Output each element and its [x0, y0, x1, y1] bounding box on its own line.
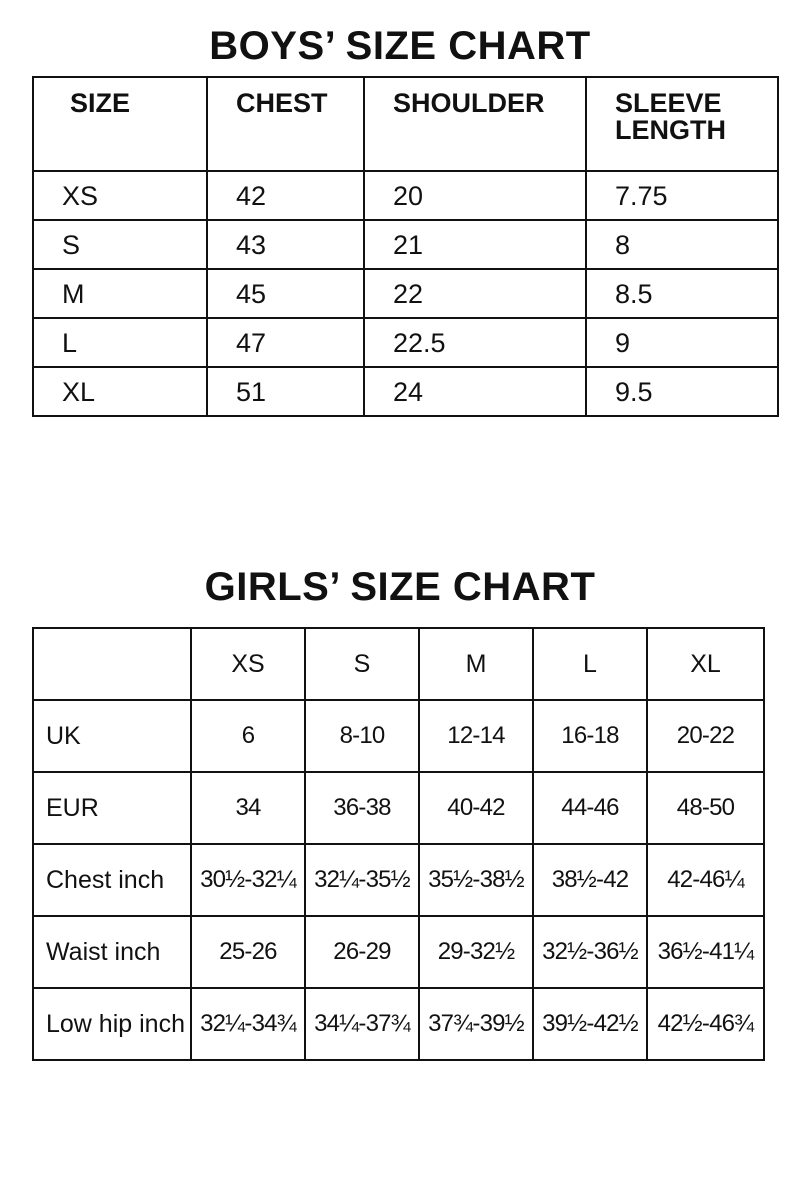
size-cell: S [33, 220, 207, 269]
header-chest: CHEST [207, 77, 364, 171]
table-cell: 36½-41¼ [647, 916, 764, 988]
size-header-xs: XS [191, 628, 305, 700]
chest-cell: 43 [207, 220, 364, 269]
girls-size-chart-title: GIRLS’ SIZE CHART [204, 565, 596, 609]
header-sleeve-length [586, 77, 778, 171]
sleeve-length-cell: 7.75 [586, 171, 778, 220]
table-cell: 30½-32¼ [191, 844, 305, 916]
table-cell: 34 [191, 772, 305, 844]
shoulder-cell: 24 [364, 367, 586, 416]
table-cell: 40-42 [419, 772, 533, 844]
table-cell: 16-18 [533, 700, 647, 772]
shoulder-cell: 21 [364, 220, 586, 269]
size-header-l: L [533, 628, 647, 700]
table-row [33, 916, 764, 988]
corner-cell [33, 628, 191, 700]
shoulder-cell: 22 [364, 269, 586, 318]
table-cell: 48-50 [647, 772, 764, 844]
chest-cell: 47 [207, 318, 364, 367]
sleeve-length-cell: 8 [586, 220, 778, 269]
table-cell: 32½-36½ [533, 916, 647, 988]
table-row [33, 772, 764, 844]
chest-cell: 51 [207, 367, 364, 416]
table-row [33, 844, 764, 916]
table-cell: 34¼-37¾ [305, 988, 419, 1060]
row-label: Chest inch [33, 844, 191, 916]
table-row [33, 988, 764, 1060]
table-cell: 8-10 [305, 700, 419, 772]
size-header-m: M [419, 628, 533, 700]
shoulder-cell: 22.5 [364, 318, 586, 367]
table-row [33, 171, 778, 220]
header-sleeve-line1: SLEEVE [615, 88, 722, 118]
boys-size-table [32, 76, 779, 417]
row-label: Waist inch [33, 916, 191, 988]
header-size: SIZE [33, 77, 207, 171]
size-header-s: S [305, 628, 419, 700]
header-sleeve-line2: LENGTH [615, 115, 726, 145]
table-header-row [33, 77, 778, 171]
sleeve-length-cell: 9.5 [586, 367, 778, 416]
row-label: EUR [33, 772, 191, 844]
row-label: Low hip inch [33, 988, 191, 1060]
boys-size-chart-title: BOYS’ SIZE CHART [209, 24, 591, 68]
size-header-xl: XL [647, 628, 764, 700]
table-cell: 29-32½ [419, 916, 533, 988]
table-cell: 20-22 [647, 700, 764, 772]
table-cell: 12-14 [419, 700, 533, 772]
table-cell: 37¾-39½ [419, 988, 533, 1060]
table-cell: 26-29 [305, 916, 419, 988]
table-cell: 42½-46¾ [647, 988, 764, 1060]
table-cell: 32¼-35½ [305, 844, 419, 916]
girls-size-table [32, 627, 765, 1061]
sleeve-length-cell: 8.5 [586, 269, 778, 318]
header-shoulder: SHOULDER [364, 77, 586, 171]
chest-cell: 42 [207, 171, 364, 220]
size-cell: L [33, 318, 207, 367]
table-cell: 44-46 [533, 772, 647, 844]
table-cell: 38½-42 [533, 844, 647, 916]
table-cell: 42-46¼ [647, 844, 764, 916]
chest-cell: 45 [207, 269, 364, 318]
table-row [33, 318, 778, 367]
table-row [33, 700, 764, 772]
table-cell: 25-26 [191, 916, 305, 988]
table-row [33, 269, 778, 318]
table-row [33, 220, 778, 269]
table-cell: 35½-38½ [419, 844, 533, 916]
table-row [33, 367, 778, 416]
sleeve-length-cell: 9 [586, 318, 778, 367]
table-cell: 6 [191, 700, 305, 772]
size-cell: XS [33, 171, 207, 220]
size-cell: M [33, 269, 207, 318]
table-cell: 32¼-34¾ [191, 988, 305, 1060]
table-header-row [33, 628, 764, 700]
row-label: UK [33, 700, 191, 772]
size-cell: XL [33, 367, 207, 416]
shoulder-cell: 20 [364, 171, 586, 220]
table-cell: 36-38 [305, 772, 419, 844]
table-cell: 39½-42½ [533, 988, 647, 1060]
